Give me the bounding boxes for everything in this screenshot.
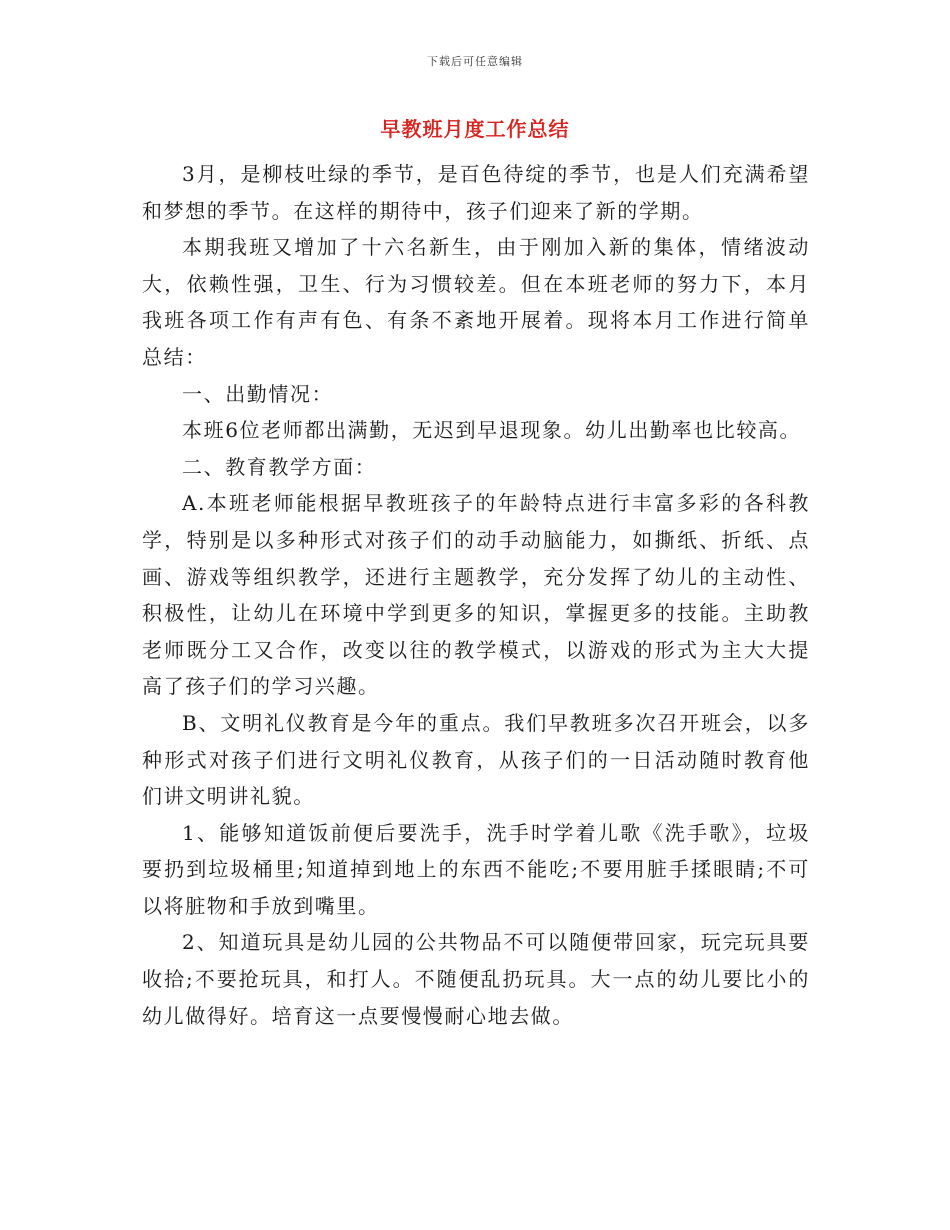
paragraph-etiquette-b: B、文明礼仪教育是今年的重点。我们早教班多次召开班会，以多种形式对孩子们进行文明礼仪教育，从孩子们的一日活动随时教育他们讲文明讲礼貌。 <box>142 710 810 809</box>
paragraph-item-2: 2、知道玩具是幼儿园的公共物品不可以随便带回家，玩完玩具要收拾;不要抢玩具，和打人。不随便乱扔玩具。大一点的幼儿要比小的幼儿做得好。培育这一点要慢慢耐心地去做。 <box>142 930 810 1028</box>
document-title: 早教班月度工作总结 <box>380 117 570 141</box>
section-heading-teaching: 二、教育教学方面： <box>182 454 377 479</box>
paragraph-attendance: 本班6位老师都出满勤，无迟到早退现象。幼儿出勤率也比较高。 <box>182 418 802 443</box>
paragraph-teaching-a: A.本班老师能根据早教班孩子的年龄特点进行丰富多彩的各科教学，特别是以多种形式对孩子们的动手动脑能力，如撕纸、折纸、点画、游戏等组织教学，还进行主题教学，充分发挥了幼儿的主动性、积极性，让幼儿在环境中学到更多的知识，掌握更多的技能。主助教老师既分工又合作，改变以往的教学模式，以游戏的形式为主大大提高了孩子们的学习兴趣。 <box>142 491 810 699</box>
section-heading-attendance: 一、出勤情况： <box>182 381 334 406</box>
document-body <box>142 156 810 1034</box>
paragraph-intro: 3月，是柳枝吐绿的季节，是百色待绽的季节，也是人们充满希望和梦想的季节。在这样的期待中，孩子们迎来了新的学期。 <box>142 162 810 223</box>
paragraph-new-students: 本期我班又增加了十六名新生，由于刚加入新的集体，情绪波动大，依赖性强，卫生、行为习惯较差。但在本班老师的努力下，本月我班各项工作有声有色、有条不紊地开展着。现将本月工作进行简单总结： <box>142 235 810 369</box>
header-note: 下载后可任意编辑 <box>427 55 523 68</box>
paragraph-item-1: 1、能够知道饭前便后要洗手，洗手时学着儿歌《洗手歌》，垃圾要扔到垃圾桶里;知道掉到地上的东西不能吃;不要用脏手揉眼睛;不可以将脏物和手放到嘴里。 <box>142 820 810 918</box>
